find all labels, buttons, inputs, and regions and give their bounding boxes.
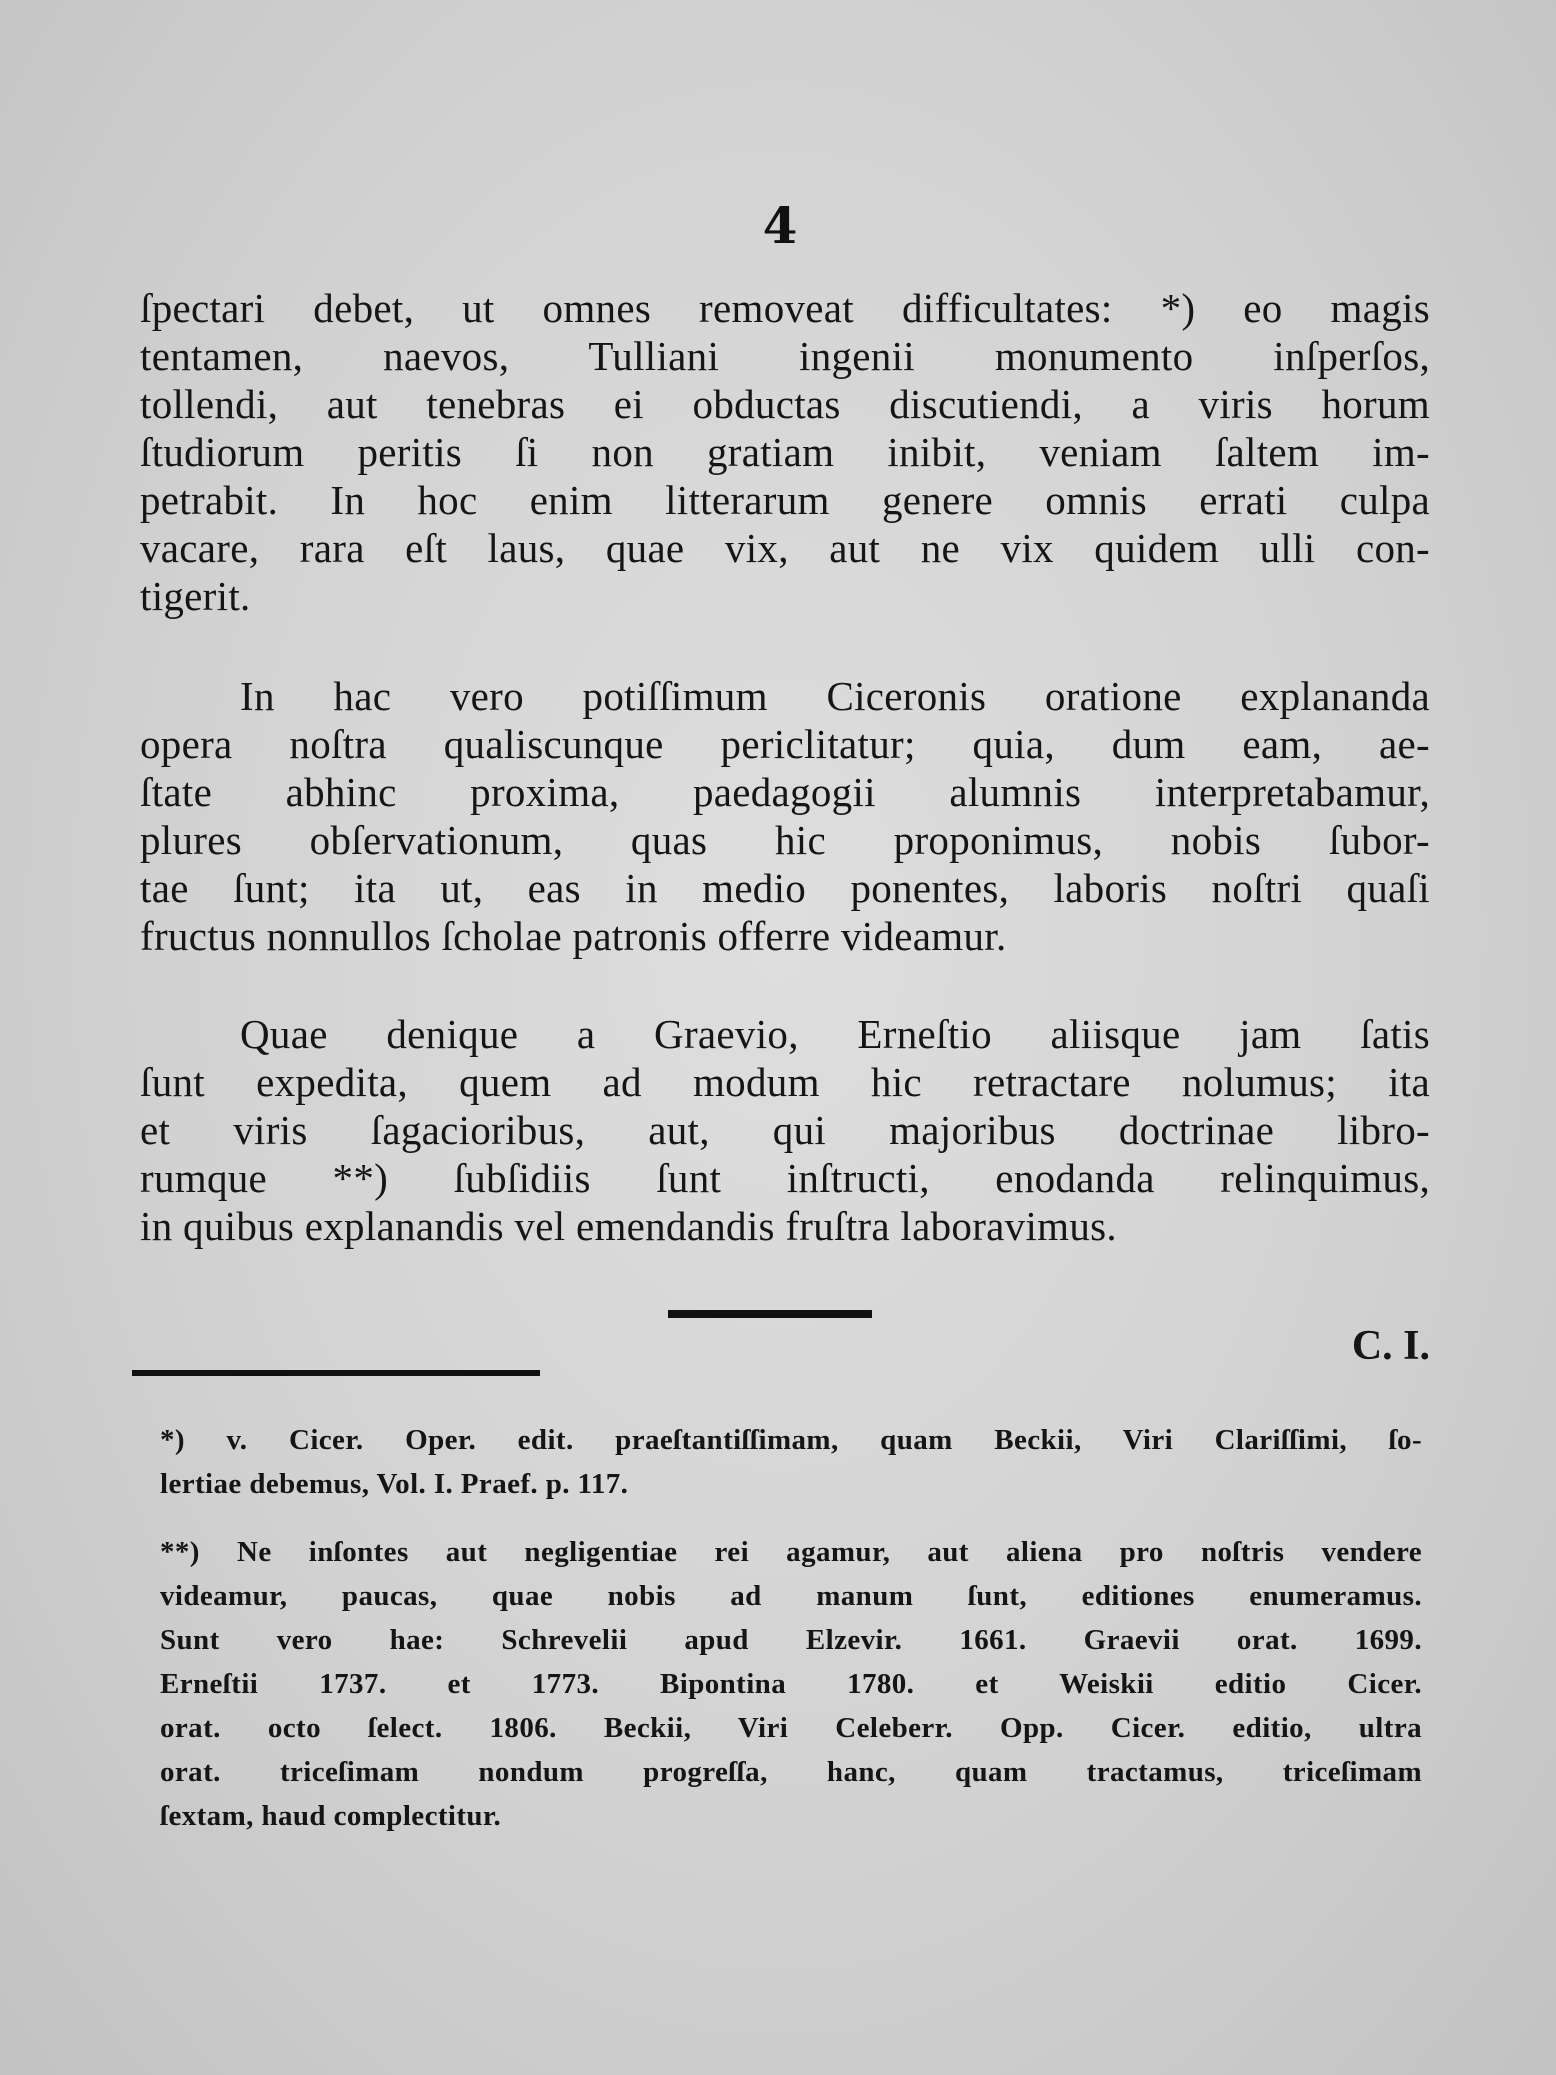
text-line: fructus nonnullos ſcholae patronis offerre videamur. xyxy=(140,913,1007,959)
footnote-line: ſextam, haud complectitur. xyxy=(160,1800,502,1832)
footnote-1 xyxy=(160,1418,1422,1506)
paragraph-2 xyxy=(140,672,1430,960)
author-initials: C. I. xyxy=(1351,1323,1430,1369)
footnote-line: videamur, paucas, quae nobis ad manum ſunt, editiones enumeramus. xyxy=(160,1580,1422,1612)
footnote-line: Sunt vero hae: Schrevelii apud Elzevir. 1661. Graevii orat. 1699. xyxy=(160,1624,1422,1656)
footnote-line: *) v. Cicer. Oper. edit. praeſtantiſſimam, quam Beckii, Viri Clariſſimi, ſo- xyxy=(160,1424,1422,1456)
paragraph-3 xyxy=(140,1010,1430,1250)
text-line: Quae denique a Graevio, Erneſtio aliisque jam ſatis xyxy=(240,1011,1430,1057)
section-divider xyxy=(668,1310,872,1318)
text-line: tigerit. xyxy=(140,573,251,619)
footnote-divider xyxy=(132,1370,540,1376)
text-line: in quibus explanandis vel emendandis fruſtra laboravimus. xyxy=(140,1203,1117,1249)
text-line: petrabit. In hoc enim litterarum genere omnis errati culpa xyxy=(140,477,1430,523)
paragraph-1 xyxy=(140,284,1430,620)
text-line: In hac vero potiſſimum Ciceronis oratione explananda xyxy=(240,673,1430,719)
text-line: opera noſtra qualiscunque periclitatur; quia, dum eam, ae- xyxy=(140,721,1430,767)
text-line: ſtudiorum peritis ſi non gratiam inibit, veniam ſaltem im- xyxy=(140,429,1430,475)
footnote-2 xyxy=(160,1530,1422,1838)
text-line: rumque **) ſubſidiis ſunt inſtructi, enodanda relinquimus, xyxy=(140,1155,1430,1201)
text-line: tollendi, aut tenebras ei obductas discutiendi, a viris horum xyxy=(140,381,1430,427)
footnote-line: Erneſtii 1737. et 1773. Bipontina 1780. et Weiskii editio Cicer. xyxy=(160,1668,1422,1700)
text-line: ſpectari debet, ut omnes removeat difficultates: *) eo magis xyxy=(140,285,1430,331)
page-number: 4 xyxy=(762,196,798,255)
footnote-line: lertiae debemus, Vol. I. Praef. p. 117. xyxy=(160,1468,629,1500)
footnote-line: orat. triceſimam nondum progreſſa, hanc, quam tractamus, triceſimam xyxy=(160,1756,1422,1788)
text-line: vacare, rara eſt laus, quae vix, aut ne vix quidem ulli con- xyxy=(140,525,1430,571)
text-line: et viris ſagacioribus, aut, qui majoribus doctrinae libro- xyxy=(140,1107,1430,1153)
footnote-line: orat. octo ſelect. 1806. Beckii, Viri Celeberr. Opp. Cicer. editio, ultra xyxy=(160,1712,1422,1744)
footnote-line: **) Ne inſontes aut negligentiae rei agamur, aut aliena pro noſtris vendere xyxy=(160,1536,1422,1568)
text-line: tae ſunt; ita ut, eas in medio ponentes, laboris noſtri quaſi xyxy=(140,865,1430,911)
text-line: ſtate abhinc proxima, paedagogii alumnis interpretabamur, xyxy=(140,769,1430,815)
text-line: plures obſervationum, quas hic proponimus, nobis ſubor- xyxy=(140,817,1430,863)
text-line: tentamen, naevos, Tulliani ingenii monumento inſperſos, xyxy=(140,333,1430,379)
text-line: ſunt expedita, quem ad modum hic retractare nolumus; ita xyxy=(140,1059,1430,1105)
